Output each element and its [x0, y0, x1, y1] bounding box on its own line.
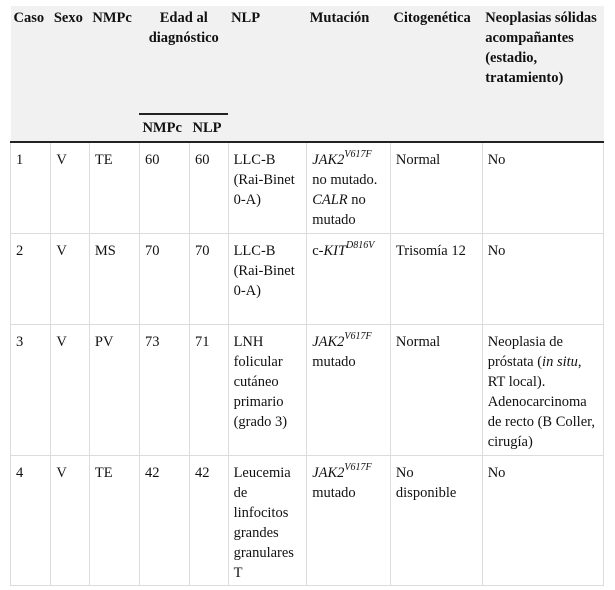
cell-mutacion [307, 142, 391, 233]
mutation-prefix: c- [312, 242, 324, 259]
cell-nmpc: TE [89, 142, 139, 233]
header-caso: Caso [11, 6, 51, 142]
cell-edad-nlp: 71 [190, 324, 229, 455]
mutation-status: mutado [312, 484, 356, 501]
table-row [11, 455, 604, 585]
table-row [11, 324, 604, 455]
mutation-gene: JAK2 [312, 333, 345, 350]
cell-neoplasias: No [482, 142, 603, 233]
neoplasia-text-c: , RT local). Adenocarcinoma de recto (B Coller, cirugía) [487, 353, 596, 450]
table-body [11, 142, 604, 585]
cell-caso: 1 [11, 142, 51, 233]
cell-edad-nmpc: 70 [139, 233, 189, 324]
mutation-variant: D816V [346, 239, 375, 251]
cell-edad-nlp: 60 [190, 142, 229, 233]
mutation-status-2: no mutado [312, 192, 366, 228]
mutation-status: no mutado. [312, 172, 378, 188]
cell-nlp: LNH folicular cutáneo primario (grado 3) [228, 324, 307, 455]
mutation-gene: KIT [323, 242, 347, 259]
subheader-edad-nlp: NLP [190, 114, 229, 142]
cell-neoplasias [482, 324, 603, 455]
header-edad: Edad al diagnóstico [139, 6, 228, 114]
cell-nlp: LLC-B (Rai-Binet 0-A) [228, 142, 307, 233]
cell-caso: 2 [11, 233, 51, 324]
neoplasia-text-b: in situ [542, 353, 578, 370]
cell-neoplasias: No [482, 455, 603, 585]
table-row [11, 233, 604, 324]
mutation-variant: V617F [344, 330, 372, 342]
header-citogenetica: Citogenética [390, 6, 482, 142]
mutation-gene: JAK2 [312, 152, 345, 168]
cell-citogenetica: Normal [390, 142, 482, 233]
cell-citogenetica: No disponible [390, 455, 482, 585]
mutation-gene-2: CALR [312, 192, 348, 208]
mutation-gene: JAK2 [312, 464, 345, 481]
header-mutacion: Mutación [307, 6, 391, 142]
cell-mutacion [307, 324, 391, 455]
cell-nmpc: TE [89, 455, 139, 585]
cell-edad-nmpc: 60 [139, 142, 189, 233]
subheader-edad-nmpc: NMPc [139, 114, 189, 142]
cell-nlp: LLC-B (Rai-Binet 0-A) [228, 233, 307, 324]
cell-caso: 3 [11, 324, 51, 455]
cell-caso: 4 [11, 455, 51, 585]
cell-sexo: V [51, 455, 90, 585]
cell-edad-nlp: 70 [190, 233, 229, 324]
cell-sexo: V [51, 324, 90, 455]
cell-citogenetica: Normal [390, 324, 482, 455]
table-header [11, 6, 604, 142]
cell-nlp: Leucemia de linfocitos grandes granulares T [228, 455, 307, 585]
cell-mutacion [307, 455, 391, 585]
header-neoplasias: Neoplasias sólidas acompañantes (estadio, tratamiento) [482, 6, 603, 142]
cell-nmpc: PV [89, 324, 139, 455]
cell-sexo: V [51, 233, 90, 324]
cell-neoplasias: No [482, 233, 603, 324]
mutation-status: mutado [312, 353, 356, 370]
cell-mutacion [307, 233, 391, 324]
cell-edad-nmpc: 42 [139, 455, 189, 585]
neoplasia-text-a: Neoplasia de próstata ( [487, 333, 563, 370]
mutation-variant: V617F [344, 461, 372, 473]
header-nlp: NLP [228, 6, 307, 142]
header-nmpc: NMPc [89, 6, 139, 142]
cases-table [10, 6, 604, 586]
cell-edad-nmpc: 73 [139, 324, 189, 455]
cell-citogenetica: Trisomía 12 [390, 233, 482, 324]
table-row [11, 142, 604, 233]
mutation-variant: V617F [344, 149, 372, 160]
cell-sexo: V [51, 142, 90, 233]
header-sexo: Sexo [51, 6, 90, 142]
table-container [10, 6, 604, 586]
cell-nmpc: MS [89, 233, 139, 324]
cell-edad-nlp: 42 [190, 455, 229, 585]
